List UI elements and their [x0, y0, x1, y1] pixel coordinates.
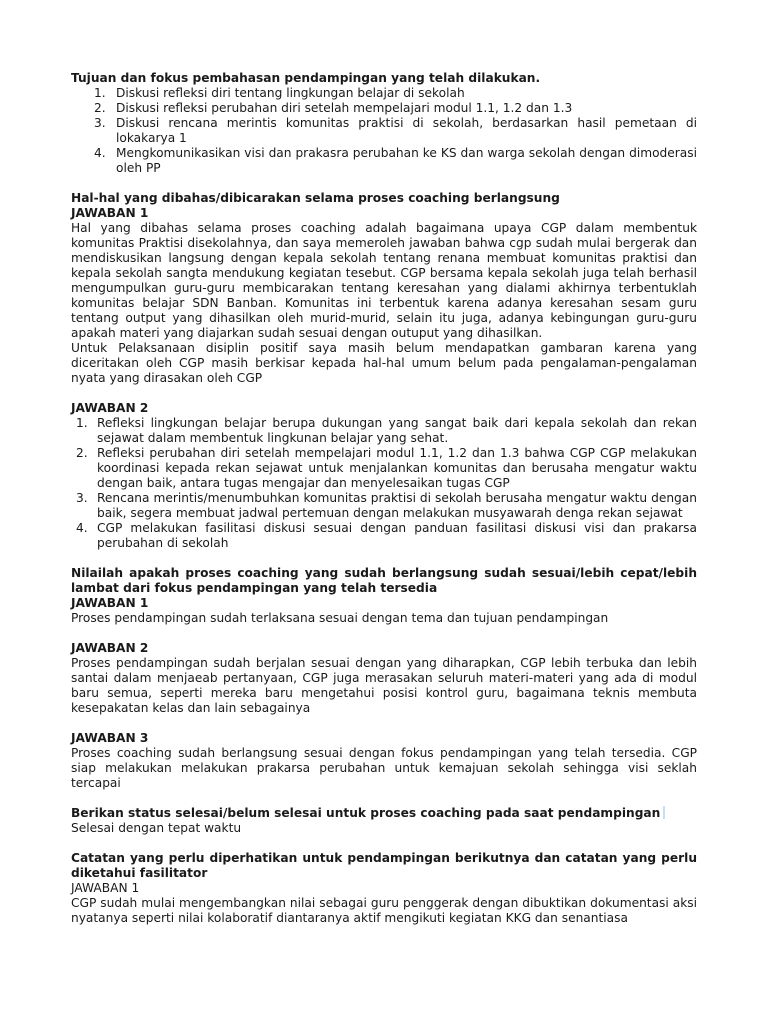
section-heading-catatan: Catatan yang perlu diperhatikan untuk pendampingan berikutnya dan catatan yang perlu diketahui fasilitator: [71, 851, 697, 880]
jawaban-label: JAWABAN 1: [71, 206, 149, 220]
section-heading-status: Berikan status selesai/belum selesai untuk proses coaching pada saat pendampingan: [71, 806, 697, 821]
section-heading-nilailah: Nilailah apakah proses coaching yang sudah berlangsung sudah sesuai/lebih cepat/lebih lambat dari fokus pendampingan yang telah tersedia: [71, 566, 697, 595]
text-cursor: [663, 806, 665, 819]
tujuan-list: [71, 86, 697, 176]
list-item: 2. Diskusi refleksi perubahan diri setelah mempelajari modul 1.1, 1.2 dan 1.3: [94, 101, 573, 115]
paragraph: CGP sudah mulai mengembangkan nilai sebagai guru penggerak dengan dibuktikan dokumentasi aksi nyatanya seperti nilai kolaboratif diantaranya aktif mengikuti kegiatan KKG dan senantiasa: [71, 896, 697, 925]
list-item: 3. Diskusi rencana merintis komunitas praktisi di sekolah, berdasarkan hasil pemetaan di lokakarya 1: [94, 116, 697, 145]
list-item: 2. Refleksi perubahan diri setelah mempelajari modul 1.1, 1.2 dan 1.3 bahwa CGP CGP melakukan koordinasi kepada rekan sejawat untuk menjalankan komunitas dan berusaha mengatur waktu dengan baik, antara tugas mengajar dan menyelesaikan tugas CGP: [76, 446, 697, 490]
jawaban2-list: [71, 416, 697, 551]
jawaban-label: JAWABAN 1: [71, 596, 149, 610]
document-page: [71, 71, 697, 926]
paragraph: Hal yang dibahas selama proses coaching adalah bagaimana upaya CGP dalam membentuk komunitas Praktisi disekolahnya, dan saya memeroleh jawaban bahwa cgp sudah mulai bergerak dan mendiskusikan langsung dengan kepala sekolah tentang renana membuat komunitas praktisi dan kepala sekolah sangta mendukung kegiatan tesebut. CGP bersama kepala sekolah juga telah berhasil mengumpulkan guru-guru membicarakan tentang keresahan yang dialami akhirnya terbentuklah komunitas belajar SDN Banban. Komunitas ini terbentuk karena adanya keresahan sesam guru tentang output yang dihasilkan oleh murid-murid, selain itu juga, adanya kebingungan guru-guru apakah materi yang diajarkan sudah sesuai dengan outuput yang dihasilkan.: [71, 221, 697, 340]
section-heading-tujuan: Tujuan dan fokus pembahasan pendampingan yang telah dilakukan.: [71, 71, 541, 85]
list-item: 3. Rencana merintis/menumbuhkan komunitas praktisi di sekolah berusaha mengatur waktu dengan baik, segera membuat jadwal pertemuan dengan melakukan musyawarah denga rekan sejawat: [76, 491, 697, 520]
jawaban-label: JAWABAN 2: [71, 641, 149, 655]
jawaban-label: JAWABAN 3: [71, 731, 149, 745]
list-item: 1. Diskusi refleksi diri tentang lingkungan belajar di sekolah: [94, 86, 465, 100]
jawaban-label: JAWABAN 2: [71, 401, 149, 415]
list-item: 4. Mengkomunikasikan visi dan prakasra perubahan ke KS dan warga sekolah dengan dimoderasi oleh PP: [94, 146, 697, 175]
paragraph: Proses coaching sudah berlangsung sesuai dengan fokus pendampingan yang telah tersedia. CGP siap melakukan melakukan prakarsa perubahan untuk kemajuan sekolah sehingga visi seklah tercapai: [71, 746, 697, 790]
section-heading-hal-hal: Hal-hal yang dibahas/dibicarakan selama proses coaching berlangsung: [71, 191, 560, 205]
jawaban-label: JAWABAN 1: [71, 881, 140, 895]
list-item: 1. Refleksi lingkungan belajar berupa dukungan yang sangat baik dari kepala sekolah dan rekan sejawat dalam membentuk lingkunan belajar yang sehat.: [76, 416, 697, 445]
paragraph: Untuk Pelaksanaan disiplin positif saya masih belum mendapatkan gambaran karena yang diceritakan oleh CGP masih berkisar kepada hal-hal umum belum pada pengalaman-pengalaman nyata yang dirasakan oleh CGP: [71, 341, 697, 385]
list-item: 4. CGP melakukan fasilitasi diskusi sesuai dengan panduan fasilitasi diskusi visi dan prakarsa perubahan di sekolah: [76, 521, 697, 550]
paragraph: Proses pendampingan sudah berjalan sesuai dengan yang diharapkan, CGP lebih terbuka dan lebih santai dalam menjaeab pertanyaan, CGP juga merasakan seluruh materi-materi yang ada di modul baru semua, seperti mereka baru mengetahui posisi kontrol guru, bagaimana teknis membuta kesepakatan kelas dan lain sebagainya: [71, 656, 697, 715]
paragraph: Selesai dengan tepat waktu: [71, 821, 242, 835]
paragraph: Proses pendampingan sudah terlaksana sesuai dengan tema dan tujuan pendampingan: [71, 611, 609, 625]
